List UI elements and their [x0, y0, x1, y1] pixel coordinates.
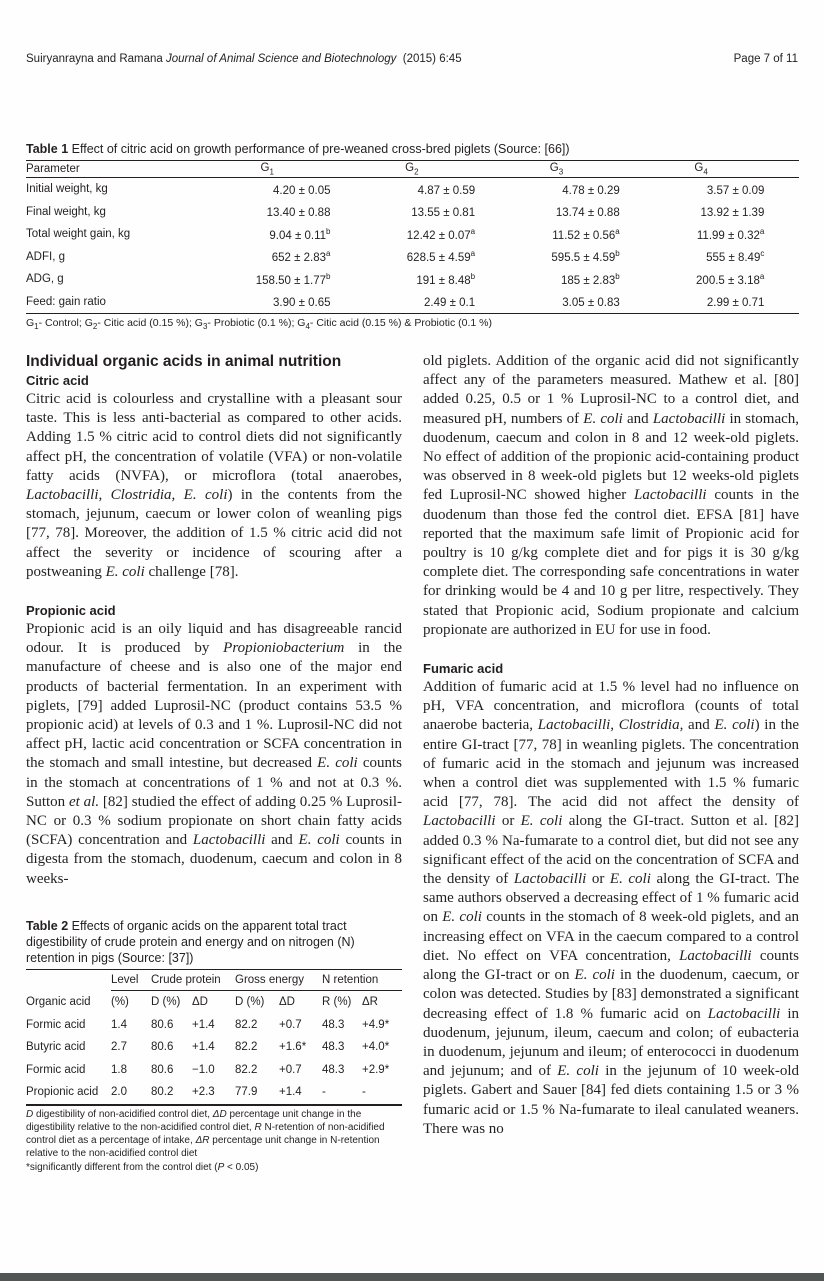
table-2-caption-text: Effects of organic acids on the apparent total tract digestibility of crude protein and energy and on nitrogen (N) retention in pigs (Source: [37]) [26, 919, 355, 965]
table-1-cell: 13.92 ± 1.39 [700, 207, 765, 220]
propionic-acid-heading: Propionic acid [26, 603, 116, 619]
table-2-sub-header: ΔD [192, 991, 235, 1014]
table-2-acid-name: Formic acid [26, 1018, 86, 1031]
table-2-row [26, 1036, 402, 1059]
table-2-cell: 48.3 [322, 1063, 345, 1076]
table-2-cell: +2.9* [362, 1063, 390, 1076]
table-1-caption-text: Effect of citric acid on growth performance of pre-weaned cross-bred piglets (Source: [66]) [71, 142, 570, 156]
table-1-cell: 652 ± 2.83$^a$ [271, 249, 331, 265]
table-1-row [26, 201, 799, 224]
table-2-cell: 2.0 [111, 1086, 127, 1099]
table-2-cell: 1.4 [111, 1018, 127, 1031]
table-2-row [26, 1059, 402, 1082]
table-2-acid-name: Butyric acid [26, 1041, 86, 1054]
table-2-cell: 1.8 [111, 1063, 127, 1076]
table-1-column-header: $G_2$ [365, 161, 510, 178]
table-2-row [26, 1081, 402, 1105]
page-number: Page 7 of 11 [733, 53, 798, 65]
table-1-cell: 3.57 ± 0.09 [706, 184, 765, 197]
table-1-cell: 628.5 ± 4.59$^a$ [406, 249, 476, 265]
table-1-cell: 4.78 ± 0.29 [562, 184, 620, 197]
table-1-column-header: $G_1$ [220, 161, 365, 178]
table-2-group-header-row [26, 970, 402, 991]
citation-line [26, 53, 462, 65]
right-column [423, 352, 799, 1139]
table-1-column-header: $G_4$ [654, 161, 799, 178]
table-2-cell: 77.9 [235, 1086, 258, 1099]
table-1-cell: 12.42 ± 0.07$^a$ [406, 226, 476, 242]
table-2-label: Table 2 [26, 919, 69, 933]
table-2-group-header: Crude protein [151, 974, 221, 986]
running-header [26, 53, 798, 69]
table-1-cell: 11.99 ± 0.32$^a$ [696, 226, 765, 242]
table-2-acid-name: Formic acid [26, 1063, 86, 1076]
table-1-cell: 555 ± 8.49$^c$ [706, 249, 765, 265]
table-1-row [26, 291, 799, 314]
table-1-label: Table 1 [26, 142, 69, 156]
table-2-row [26, 1014, 402, 1037]
table-2-cell: 80.6 [151, 1041, 174, 1054]
table-2-acid-name: Propionic acid [26, 1086, 99, 1099]
table-1-parameter: Feed: gain ratio [26, 295, 106, 308]
table-2-cell: +2.3 [192, 1086, 215, 1099]
left-column [26, 352, 402, 889]
table-1-cell: 11.52 ± 0.56$^a$ [552, 226, 620, 242]
table-2-cell: +4.9* [362, 1018, 390, 1031]
propionic-acid-paragraph: Propionic acid is an oily liquid and has disagreeable rancid odour. It is produced by Propioniobacterium in the manufacture of cheese and is also one of the major end products of bacterial fermentation. In an experiment with piglets, [79] added Luprosil-NC (product contains 53.5 % propionic acid) at levels of 0.3 and 1 %. Luprosil-NC did not affect pH, lactic acid concentration or SCFA concentration in the stomach and small intestine, but decreased E. coli counts in the stomach at concentrations of 1 % and not at 0.3 %. Sutton et al. [82] studied the effect of adding 0.25 % Luprosil-NC or 0.3 % sodium propionate on short chain fatty acids (SCFA) concentration and Lactobacilli and E. coli counts in digesta from the stomach, duodenum, caecum and colon in 8 weeks- [26, 621, 403, 887]
table-1-cell: 3.90 ± 0.65 [273, 297, 331, 310]
table-2-sub-header: ΔD [279, 991, 322, 1014]
table-2-grid [26, 969, 402, 1106]
table-1-cell: 9.04 ± 0.11$^b$ [269, 226, 331, 242]
table-2-sub-header: (%) [111, 991, 151, 1014]
fumaric-acid-paragraph: Addition of fumaric acid at 1.5 % level had no influence on pH, VFA concentration, and microflora (counts of total anaerobe bacteria, Lactobacilli, Clostridia, and E. coli) in the entire GI-tract [77, 78] in weanling piglets. The concentration of fumaric acid in the stomach and jejunum was increased when a control diet was supplemented with 1.5 % fumaric acid [77, 78]. The acid did not affect the density of Lactobacilli or E. coli along the GI-tract. Sutton et al. [82] added 0.3 % Na-fumarate to a control diet, but did not see any significant effect of the acid on the concentration of SCFA and the density of Lactobacilli or E. coli along the GI-tract. The same authors observed a decreasing effect of 1 % fumaric acid on E. coli counts in the stomach of 8 week-old piglets, and an increasing effect on VFA in the caecum compared to a control diet. No effect on VFA concentration, Lactobacilli counts along the GI-tract or on E. coli in the duodenum, caecum, or colon was detected. Studies by [83] demonstrated a significant decreasing effect of 1.8 % fumaric acid on Lactobacilli in duodenum, jejunum, ileum, caecum and colon; of eubacteria in duodenum, jejunum and ileum; of enterococci in duodenum and jejunum; and of E. coli in the jejunum of 10 week-old piglets. Gabert and Sauer [84] fed diets containing 1.5 or 3 % fumaric acid or 1.5 % Na-fumarate to ileal canulated weaners. There was no [423, 679, 800, 1137]
table-1-footnote: $G_1-$ Control; $G_2-$ Citic acid (0.15 %); $G_3-$ Probiotic (0.1 %); $G_4-$ Citic acid (0.15 %) & Probiotic (0.1 %) [26, 317, 492, 332]
table-1-row [26, 268, 799, 291]
table-1-parameter: Initial weight, kg [26, 183, 108, 196]
table-2-cell: 2.7 [111, 1041, 127, 1054]
table-1-column-header: $G_3$ [510, 161, 655, 178]
table-1-cell: 2.49 ± 0.1 [424, 297, 476, 310]
table-1-cell: 185 ± 2.83$^b$ [561, 271, 620, 287]
table-1-cell: 13.40 ± 0.88 [266, 207, 331, 220]
table-1-cell: 2.99 ± 0.71 [706, 297, 765, 310]
table-1-row [26, 223, 799, 246]
propionic-acid-continued-paragraph: old piglets. Addition of the organic acid did not significantly affect any of the parameters measured. Mathew et al. [80] added 0.25, 0.5 or 1 % Luprosil-NC to a control diet, and measured pH, numbers of E. coli and Lactobacilli in stomach, duodenum, caecum and colon in 8 and 12 week-old piglets. No effect of addition of the propionic acid-containing product was observed in 8 week-old piglets but 12 weeks-old piglets fed Luprosil-NC showed higher Lactobacilli counts in the duodenum than those fed the control diet. EFSA [81] have reported that the maximum safe limit of Propionic acid for poultry is 10 g/kg complete diet and for pigs it is 30 g/kg complete diet. The corresponding safe concentrations in water for drinking would be 4 and 10 g per litre, respectively. They stated that Propionic acid, Sodium propionate and calcium propionate are authorized in EU for use in food. [423, 353, 800, 638]
table-1-cell: 13.74 ± 0.88 [555, 207, 620, 220]
table-1-grid [26, 160, 799, 314]
table-2-caption [26, 918, 402, 966]
table-1-row [26, 178, 799, 201]
table-2-cell: 82.2 [235, 1063, 258, 1076]
table-2-group-header: N retention [322, 974, 379, 986]
table-1-cell: 191 ± 8.48$^b$ [416, 271, 476, 287]
table-2-cell: 80.6 [151, 1018, 174, 1031]
citric-acid-paragraph: Citric acid is colourless and crystalline with a pleasant sour taste. This is less anti-bacterial as compared to other acids. Adding 1.5 % citric acid to control diets did not significantly affect pH, the concentration of volatile (VFA) or non-volatile fatty acids (NVFA), or microflora (total anaerobes, Lactobacilli, Clostridia, E. coli) in the contents from the stomach, jejunum, caecum or lower colon of weanling pigs [77, 78]. Moreover, the addition of 1.5 % citric acid did not affect the severity or incidence of scouring after a postweaning E. coli challenge [78]. [26, 391, 402, 580]
table-2-sub-header: ΔR [362, 991, 402, 1014]
table-1-parameter: Total weight gain, kg [26, 228, 131, 241]
table-1 [26, 142, 799, 331]
table-1-parameter: Final weight, kg [26, 205, 106, 218]
table-2-cell: 80.6 [151, 1063, 174, 1076]
table-1-parameter: ADFI, g [26, 250, 65, 263]
table-2-cell: +0.7 [279, 1063, 302, 1076]
table-2-cell: +1.6* [279, 1041, 307, 1054]
table-2-cell: +1.4 [192, 1041, 215, 1054]
viewer-bottom-bar [0, 1273, 824, 1281]
table-2-cell: −1.0 [192, 1063, 215, 1076]
table-1-cell: 13.55 ± 0.81 [411, 207, 476, 220]
table-1-cell: 4.20 ± 0.05 [273, 184, 331, 197]
table-2-group-header: Gross energy [235, 974, 305, 986]
table-2-cell: +1.4 [192, 1018, 215, 1031]
authors: Suiryanrayna and Ramana [26, 53, 163, 65]
table-1-cell: 200.5 ± 3.18$^a$ [696, 271, 765, 287]
table-2-sub-header: Organic acid [26, 996, 91, 1008]
table-2-cell: 48.3 [322, 1041, 345, 1054]
table-2-group-header: Level [111, 974, 139, 986]
table-1-cell: 4.87 ± 0.59 [417, 184, 476, 197]
table-2-cell: 82.2 [235, 1018, 258, 1031]
table-2-cell: 80.2 [151, 1086, 174, 1099]
table-1-caption [26, 142, 799, 157]
table-2-cell: +4.0* [362, 1041, 390, 1054]
section-heading: Individual organic acids in animal nutrition [26, 353, 342, 370]
table-1-cell: 158.50 ± 1.77$^b$ [255, 271, 331, 287]
table-2-sub-header-row [26, 991, 402, 1014]
table-2-cell: +0.7 [279, 1018, 302, 1031]
table-2-sub-header: D (%) [151, 991, 192, 1014]
fumaric-acid-heading: Fumaric acid [423, 661, 504, 677]
table-1-cell: 595.5 ± 4.59$^b$ [551, 249, 620, 265]
journal-name: Journal of Animal Science and Biotechnology [166, 53, 397, 65]
table-1-cell: 3.05 ± 0.83 [562, 297, 620, 310]
table-2-sub-header: R (%) [322, 991, 362, 1014]
table-2-cell: 48.3 [322, 1018, 345, 1031]
table-2-cell: 82.2 [235, 1041, 258, 1054]
table-1-row [26, 246, 799, 269]
table-2-cell: - [322, 1086, 326, 1099]
table-1-header-row [26, 161, 799, 178]
table-2-group-header [26, 970, 111, 991]
table-2-cell: +1.4 [279, 1086, 302, 1099]
table-2-footnote: D digestibility of non-acidified control diet, ΔD percentage unit change in the digestibility relative to the non-acidified control diet, R N-retention of non-acidified control diet as a percentage of intake, ΔR percentage unit change in N-retention relative to the non-acidified control diet *significantly different from the control diet (P < 0.05) [26, 1108, 385, 1173]
table-2-cell: - [362, 1086, 366, 1099]
table-1-column-header: Parameter [26, 161, 220, 178]
citation: (2015) 6:45 [402, 53, 462, 65]
citric-acid-heading: Citric acid [26, 373, 89, 388]
table-2-sub-header: D (%) [235, 991, 279, 1014]
table-1-parameter: ADG, g [26, 273, 64, 286]
table-2 [26, 918, 402, 1174]
